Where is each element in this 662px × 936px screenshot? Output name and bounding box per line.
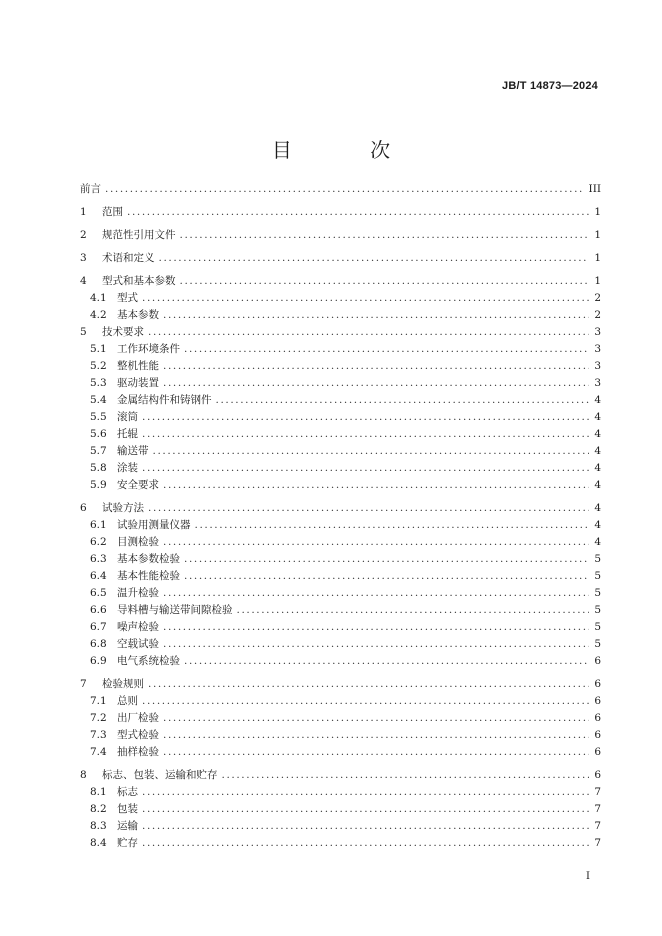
toc-leader-dots xyxy=(153,443,590,460)
table-of-contents xyxy=(80,181,601,852)
toc-entry-number: 6.6 xyxy=(90,604,107,616)
toc-entry-label: 标志、包装、运输和贮存 xyxy=(102,769,218,781)
toc-entry-page: 4 xyxy=(594,445,601,457)
toc-leader-dots xyxy=(222,767,590,784)
toc-entry-label: 滚筒 xyxy=(117,411,138,423)
toc-leader-dots xyxy=(105,181,585,198)
toc-entry-label: 导料槽与输送带间隙检验 xyxy=(117,604,233,616)
toc-entry-page: 7 xyxy=(594,803,601,815)
toc-entry[interactable] xyxy=(80,392,601,409)
toc-entry-number: 5.5 xyxy=(90,411,107,423)
toc-entry-label: 型式检验 xyxy=(117,729,159,741)
toc-entry-number: 3 xyxy=(80,252,87,264)
toc-entry-page: 4 xyxy=(594,411,601,423)
toc-leader-dots xyxy=(148,324,589,341)
toc-entry-number: 7.4 xyxy=(90,746,107,758)
toc-leader-dots xyxy=(163,477,589,494)
toc-entry[interactable] xyxy=(80,426,601,443)
toc-entry-label: 金属结构件和铸钢件 xyxy=(117,394,212,406)
toc-entry-label: 包装 xyxy=(117,803,138,815)
toc-entry-page: 5 xyxy=(594,638,601,650)
toc-entry-label: 总则 xyxy=(117,695,138,707)
toc-entry[interactable] xyxy=(80,585,601,602)
toc-leader-dots xyxy=(163,585,589,602)
toc-entry[interactable] xyxy=(80,710,601,727)
toc-entry-label: 输送带 xyxy=(117,445,149,457)
toc-entry-number: 7.3 xyxy=(90,729,107,741)
toc-leader-dots xyxy=(142,784,589,801)
toc-leader-dots xyxy=(237,602,590,619)
toc-entry-number: 6.2 xyxy=(90,536,107,548)
toc-entry[interactable] xyxy=(80,341,601,358)
toc-leader-dots xyxy=(216,392,590,409)
toc-leader-dots xyxy=(180,227,590,244)
toc-entry[interactable] xyxy=(80,784,601,801)
toc-entry-page: 6 xyxy=(594,695,601,707)
toc-entry-label: 驱动装置 xyxy=(117,377,159,389)
toc-entry-page: 1 xyxy=(594,252,601,264)
toc-entry[interactable] xyxy=(80,801,601,818)
toc-leader-dots xyxy=(163,307,589,324)
toc-entry-number: 6.3 xyxy=(90,553,107,565)
toc-entry[interactable] xyxy=(80,443,601,460)
toc-entry[interactable] xyxy=(80,500,601,517)
toc-entry-number: 7.2 xyxy=(90,712,107,724)
toc-entry-page: 7 xyxy=(594,837,601,849)
toc-entry-page: 1 xyxy=(594,229,601,241)
toc-entry[interactable] xyxy=(80,517,601,534)
toc-entry-page: 4 xyxy=(594,462,601,474)
toc-entry-label: 空载试验 xyxy=(117,638,159,650)
standard-code: JB/T 14873—2024 xyxy=(502,80,598,92)
toc-entry-page: 5 xyxy=(594,553,601,565)
toc-entry-number: 6.8 xyxy=(90,638,107,650)
toc-entry-page: 6 xyxy=(594,712,601,724)
toc-entry-page: III xyxy=(588,183,601,195)
toc-entry[interactable] xyxy=(80,727,601,744)
toc-entry[interactable] xyxy=(80,204,601,221)
toc-leader-dots xyxy=(180,273,590,290)
toc-entry[interactable] xyxy=(80,534,601,551)
toc-entry-number: 5.4 xyxy=(90,394,107,406)
toc-entry-number: 1 xyxy=(80,206,87,218)
toc-entry-number: 8.1 xyxy=(90,786,107,798)
toc-entry[interactable] xyxy=(80,551,601,568)
toc-entry[interactable] xyxy=(80,744,601,761)
toc-entry-page: 7 xyxy=(594,786,601,798)
toc-entry[interactable] xyxy=(80,602,601,619)
toc-leader-dots xyxy=(148,500,589,517)
toc-entry-number: 8.2 xyxy=(90,803,107,815)
toc-entry-number: 6.1 xyxy=(90,519,107,531)
toc-leader-dots xyxy=(142,693,589,710)
toc-entry-number: 5 xyxy=(80,326,87,338)
toc-entry[interactable] xyxy=(80,324,601,341)
toc-entry-label: 目测检验 xyxy=(117,536,159,548)
toc-entry[interactable] xyxy=(80,477,601,494)
toc-entry-number: 7 xyxy=(80,678,87,690)
toc-entry[interactable] xyxy=(80,290,601,307)
toc-entry-label: 型式和基本参数 xyxy=(102,275,176,287)
toc-entry[interactable] xyxy=(80,409,601,426)
toc-entry-number: 8.4 xyxy=(90,837,107,849)
toc-leader-dots xyxy=(163,636,589,653)
toc-entry-label: 基本参数检验 xyxy=(117,553,180,565)
toc-leader-dots xyxy=(142,801,589,818)
toc-leader-dots xyxy=(163,375,589,392)
toc-entry-label: 试验用测量仪器 xyxy=(117,519,191,531)
toc-entry-page: 5 xyxy=(594,621,601,633)
toc-entry-number: 5.8 xyxy=(90,462,107,474)
toc-entry-page: 3 xyxy=(594,360,601,372)
toc-leader-dots xyxy=(184,568,589,585)
toc-entry-number: 8.3 xyxy=(90,820,107,832)
toc-entry-label: 前言 xyxy=(80,183,101,195)
toc-leader-dots xyxy=(184,551,589,568)
toc-entry-number: 2 xyxy=(80,229,87,241)
toc-entry-page: 3 xyxy=(594,326,601,338)
toc-leader-dots xyxy=(142,290,589,307)
toc-leader-dots xyxy=(148,676,589,693)
toc-entry-page: 6 xyxy=(594,678,601,690)
toc-entry-page: 6 xyxy=(594,746,601,758)
toc-entry[interactable] xyxy=(80,273,601,290)
toc-leader-dots xyxy=(163,744,589,761)
toc-leader-dots xyxy=(127,204,589,221)
toc-entry-page: 6 xyxy=(594,729,601,741)
toc-entry[interactable] xyxy=(80,460,601,477)
toc-entry-number: 5.3 xyxy=(90,377,107,389)
toc-entry-page: 1 xyxy=(594,206,601,218)
toc-entry-label: 电气系统检验 xyxy=(117,655,180,667)
toc-entry-label: 噪声检验 xyxy=(117,621,159,633)
toc-entry[interactable] xyxy=(80,835,601,852)
toc-entry-label: 抽样检验 xyxy=(117,746,159,758)
toc-entry-page: 2 xyxy=(594,292,601,304)
toc-leader-dots xyxy=(142,460,589,477)
toc-entry-number: 4.1 xyxy=(90,292,107,304)
toc-entry-label: 工作环境条件 xyxy=(117,343,180,355)
toc-entry-page: 4 xyxy=(594,428,601,440)
toc-entry-label: 涂装 xyxy=(117,462,138,474)
toc-leader-dots xyxy=(163,358,589,375)
toc-entry[interactable] xyxy=(80,767,601,784)
toc-entry-label: 检验规则 xyxy=(102,678,144,690)
toc-leader-dots xyxy=(163,619,589,636)
toc-entry-label: 术语和定义 xyxy=(102,252,155,264)
toc-entry-number: 5.1 xyxy=(90,343,107,355)
toc-entry-number: 5.7 xyxy=(90,445,107,457)
toc-entry-number: 5.2 xyxy=(90,360,107,372)
toc-entry[interactable] xyxy=(80,619,601,636)
toc-entry[interactable] xyxy=(80,227,601,244)
toc-entry-page: 4 xyxy=(594,479,601,491)
toc-entry[interactable] xyxy=(80,250,601,267)
toc-entry-page: 4 xyxy=(594,502,601,514)
toc-entry-number: 4 xyxy=(80,275,87,287)
toc-leader-dots xyxy=(142,409,589,426)
toc-entry-label: 技术要求 xyxy=(102,326,144,338)
toc-entry-page: 5 xyxy=(594,587,601,599)
toc-entry-label: 运输 xyxy=(117,820,138,832)
toc-entry-label: 基本参数 xyxy=(117,309,159,321)
toc-entry[interactable] xyxy=(80,568,601,585)
toc-entry-page: 3 xyxy=(594,377,601,389)
toc-entry-label: 标志 xyxy=(117,786,138,798)
toc-entry-number: 6 xyxy=(80,502,87,514)
toc-entry-label: 范围 xyxy=(102,206,123,218)
toc-leader-dots xyxy=(184,653,589,670)
toc-leader-dots xyxy=(163,727,589,744)
toc-entry-number: 7.1 xyxy=(90,695,107,707)
toc-entry-label: 安全要求 xyxy=(117,479,159,491)
toc-entry-number: 6.7 xyxy=(90,621,107,633)
page-title: 目 次 xyxy=(271,138,427,162)
toc-entry-page: 5 xyxy=(594,570,601,582)
toc-entry-number: 5.9 xyxy=(90,479,107,491)
toc-entry-number: 6.5 xyxy=(90,587,107,599)
toc-entry[interactable] xyxy=(80,676,601,693)
toc-entry[interactable] xyxy=(80,636,601,653)
toc-leader-dots xyxy=(142,426,589,443)
toc-leader-dots xyxy=(142,818,589,835)
toc-entry-number: 6.4 xyxy=(90,570,107,582)
toc-entry-number: 6.9 xyxy=(90,655,107,667)
page-number: I xyxy=(586,871,590,882)
toc-entry[interactable] xyxy=(80,818,601,835)
toc-leader-dots xyxy=(159,250,590,267)
toc-entry[interactable] xyxy=(80,358,601,375)
toc-entry-page: 7 xyxy=(594,820,601,832)
toc-entry[interactable] xyxy=(80,653,601,670)
toc-entry-number: 4.2 xyxy=(90,309,107,321)
toc-entry-label: 出厂检验 xyxy=(117,712,159,724)
toc-entry-page: 4 xyxy=(594,536,601,548)
toc-entry-label: 整机性能 xyxy=(117,360,159,372)
toc-entry-label: 基本性能检验 xyxy=(117,570,180,582)
toc-entry[interactable] xyxy=(80,181,601,198)
toc-entry-label: 贮存 xyxy=(117,837,138,849)
toc-entry-number: 5.6 xyxy=(90,428,107,440)
toc-entry-label: 试验方法 xyxy=(102,502,144,514)
toc-entry-page: 1 xyxy=(594,275,601,287)
toc-entry-number: 8 xyxy=(80,769,87,781)
toc-leader-dots xyxy=(184,341,589,358)
toc-leader-dots xyxy=(195,517,590,534)
toc-entry-page: 6 xyxy=(594,655,601,667)
toc-entry-label: 温升检验 xyxy=(117,587,159,599)
toc-entry[interactable] xyxy=(80,693,601,710)
toc-entry-label: 托辊 xyxy=(117,428,138,440)
toc-entry-page: 4 xyxy=(594,394,601,406)
toc-entry[interactable] xyxy=(80,375,601,392)
toc-entry-page: 2 xyxy=(594,309,601,321)
toc-entry-page: 5 xyxy=(594,604,601,616)
toc-leader-dots xyxy=(163,534,589,551)
toc-entry-page: 3 xyxy=(594,343,601,355)
toc-entry[interactable] xyxy=(80,307,601,324)
toc-entry-label: 规范性引用文件 xyxy=(102,229,176,241)
toc-leader-dots xyxy=(142,835,589,852)
toc-leader-dots xyxy=(163,710,589,727)
toc-entry-page: 4 xyxy=(594,519,601,531)
toc-entry-label: 型式 xyxy=(117,292,138,304)
toc-entry-page: 6 xyxy=(594,769,601,781)
